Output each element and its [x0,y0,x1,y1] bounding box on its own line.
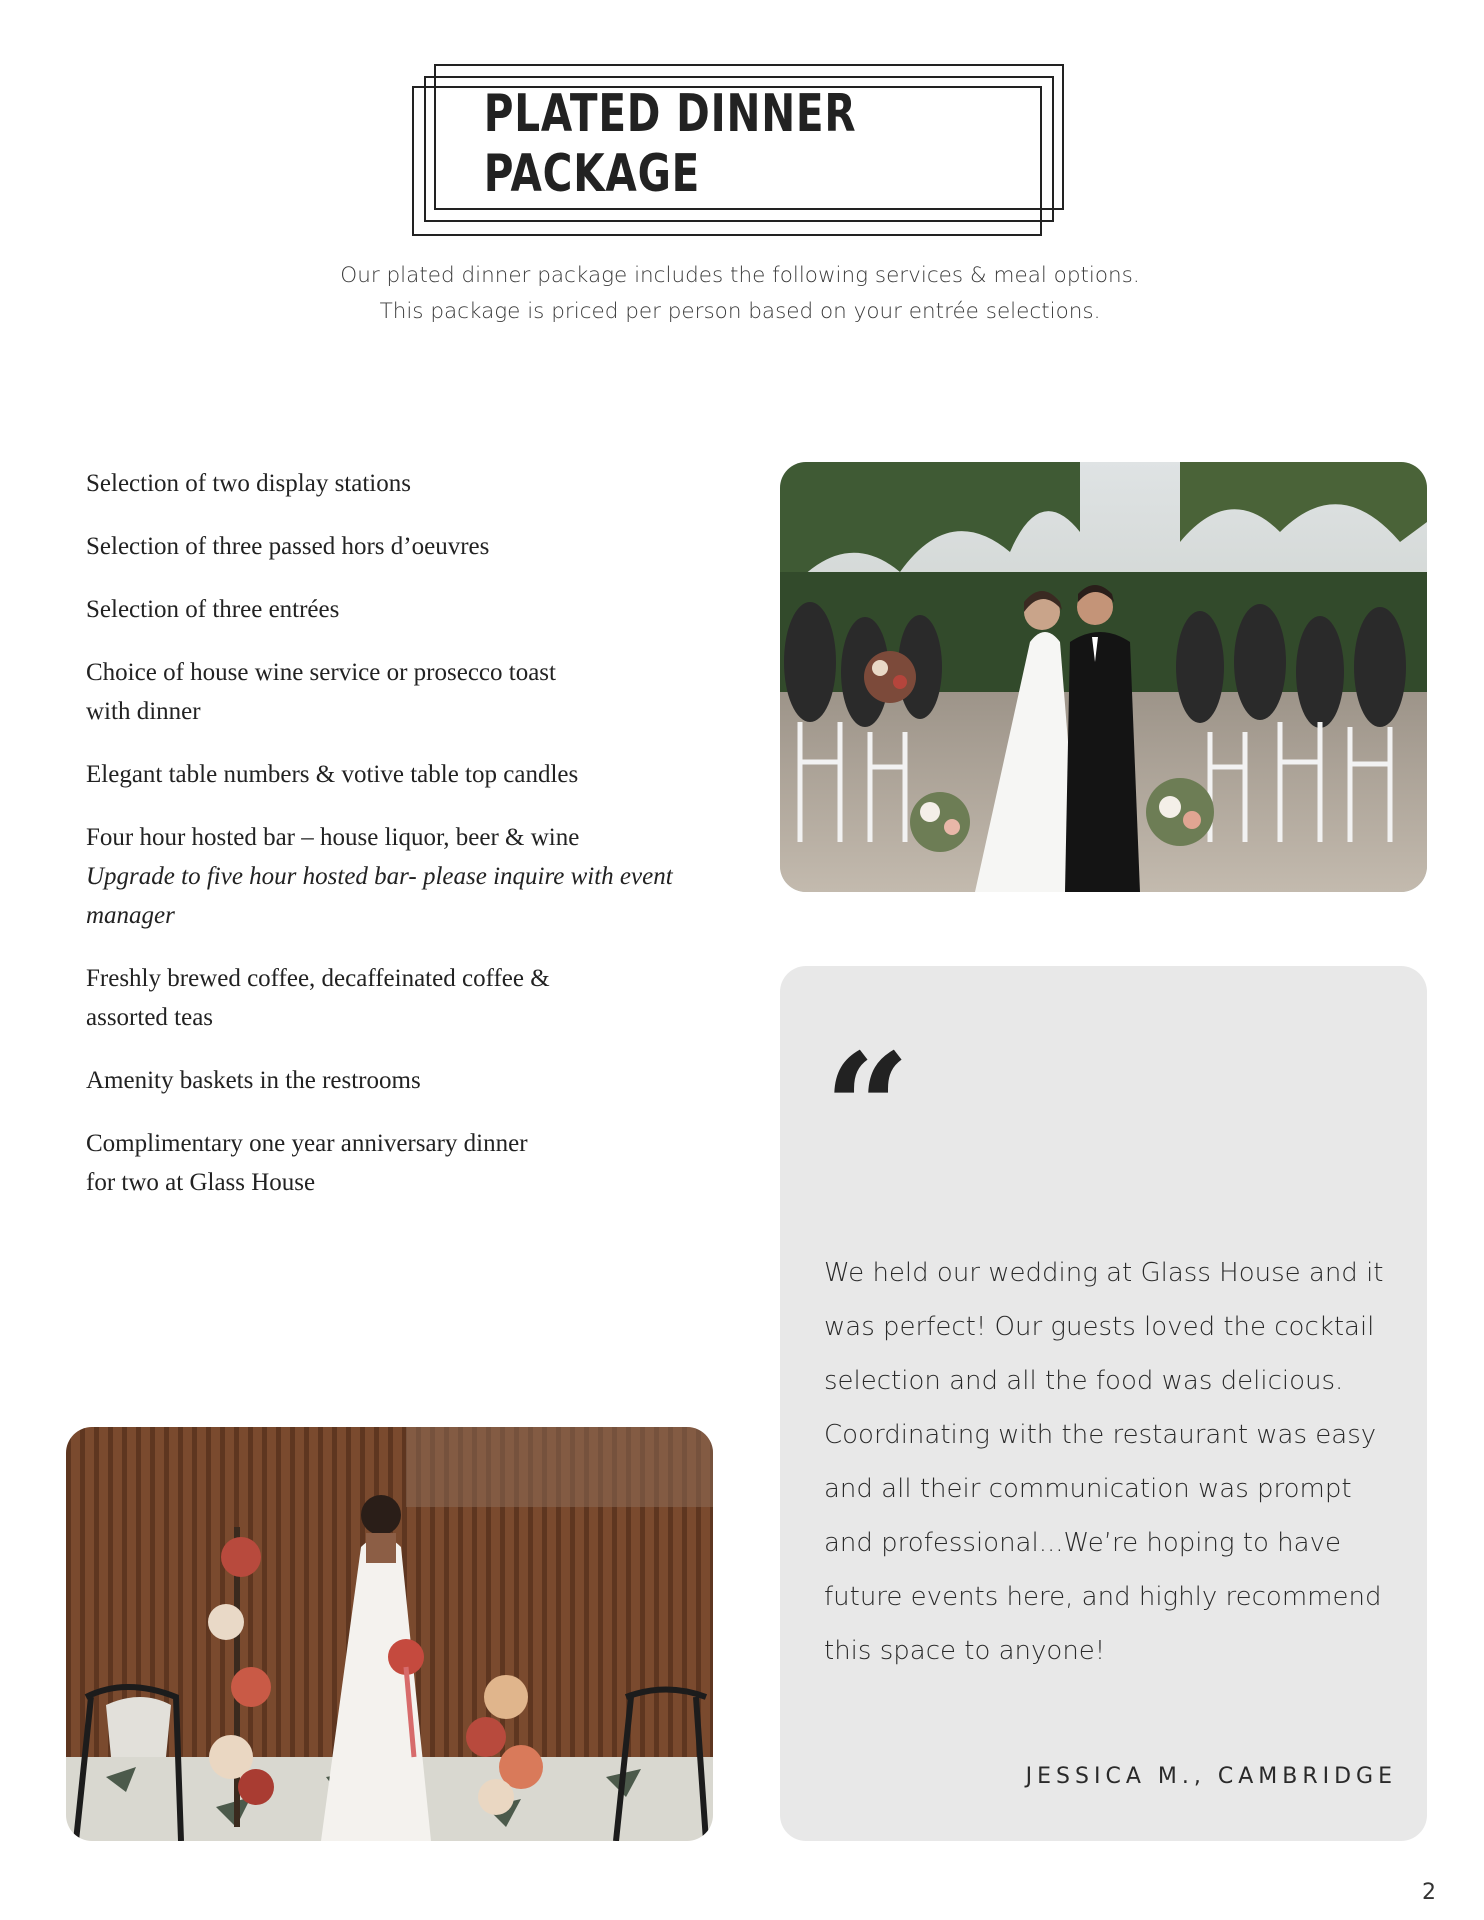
intro-line: Our plated dinner package includes the following services & meal options. [340,263,1140,288]
testimonial-text: We held our wedding at Glass House and it was perfect! Our guests loved the cocktail selection and all the food was delicious. Coordinating with the restaurant was easy and all their communication was prompt and professional...We’re hoping to have future events here, and highly recommend this space to anyone! [824,1258,1384,1666]
service-text: assorted teas [86,1004,214,1031]
list-item [86,590,686,629]
list-item [86,527,686,566]
wedding-ceremony-photo [780,462,1427,892]
service-text: Four hour hosted bar – house liquor, beer & wine [86,824,580,851]
bride-illustration [66,1427,713,1841]
service-text: Selection of two display stations [86,470,411,497]
page-title: PLATED DINNER PACKAGE [483,84,857,204]
list-item [86,755,686,794]
service-note: Upgrade to five hour hosted bar- please inquire with event manager [86,863,673,929]
quote-icon: “ [824,1021,911,1197]
ceremony-illustration [780,462,1427,892]
service-text: for two at Glass House [86,1169,316,1196]
service-text: Elegant table numbers & votive table top candles [86,761,579,788]
service-text: Complimentary one year anniversary dinner [86,1130,528,1157]
intro-text [240,258,1240,330]
testimonial-card [780,966,1427,1841]
list-item [86,1061,686,1100]
list-item [86,959,686,1037]
service-text: with dinner [86,698,201,725]
service-text: Selection of three passed hors d’oeuvres [86,533,490,560]
list-item [86,818,686,935]
intro-line: This package is priced per person based on your entrée selections. [379,299,1101,324]
list-item [86,653,686,731]
service-text: Freshly brewed coffee, decaffeinated coffee & [86,965,550,992]
service-text: Choice of house wine service or prosecco toast [86,659,556,686]
bride-photo [66,1427,713,1841]
list-item [86,464,686,503]
testimonial-author: JESSICA M., CAMBRIDGE [1025,1764,1397,1789]
service-text: Amenity baskets in the restrooms [86,1067,421,1094]
list-item [86,1124,686,1202]
page-number: 2 [1422,1880,1436,1905]
services-list [86,464,686,1226]
service-text: Selection of three entrées [86,596,340,623]
